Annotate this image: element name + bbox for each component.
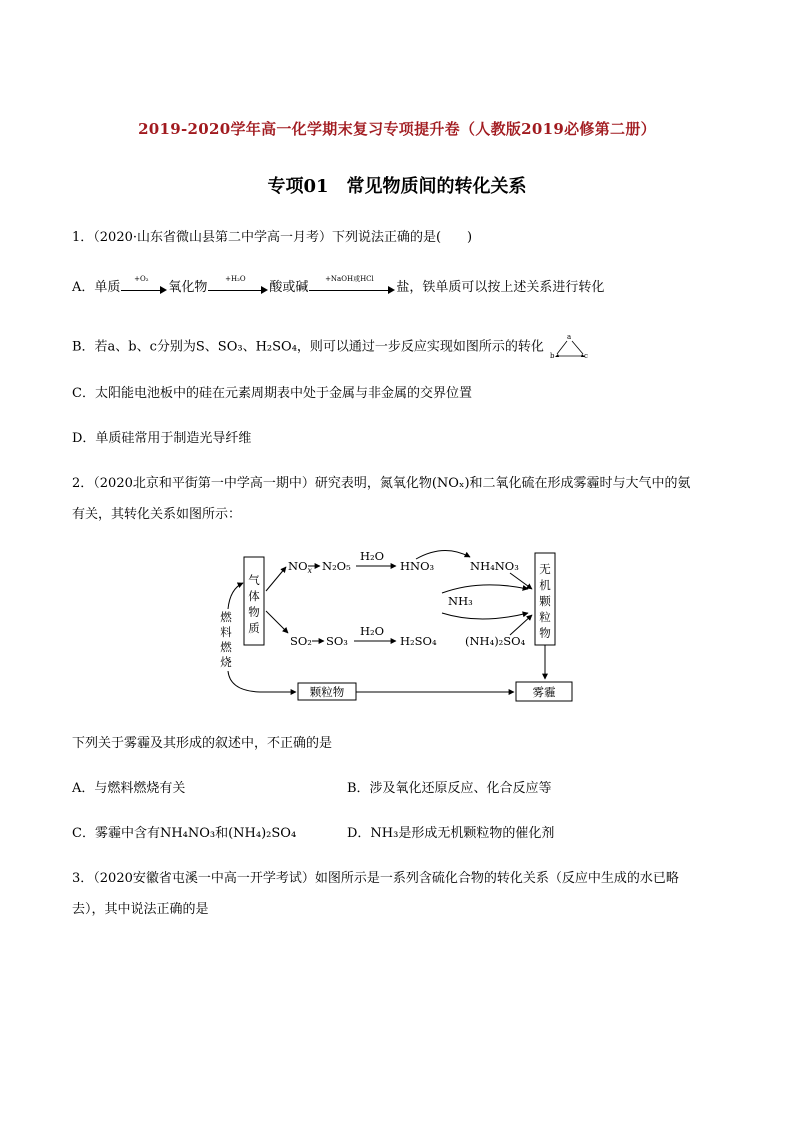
smog-label: 雾霾 <box>532 685 556 699</box>
so2-label: SO₂ <box>290 634 312 648</box>
q1-a-label: A．单质 <box>72 280 121 295</box>
q1-a-end: 盐，铁单质可以按上述关系进行转化 <box>396 280 605 295</box>
q2-stem-line1: 2．（2020北京和平街第一中学高一期中）研究表明，氮氧化物(NOₓ)和二氧化硫在形成雾霾时与大气中的氨 <box>72 476 691 491</box>
h2so4-label: H₂SO₄ <box>400 634 437 648</box>
tri-label-b: b <box>549 352 555 360</box>
inorganic-box-char-1: 无 <box>539 562 551 576</box>
gas-box-char-3: 物 <box>248 605 260 619</box>
arrow-o2-icon: +O₂ <box>121 281 167 295</box>
nh42so4-label: (NH₄)₂SO₄ <box>465 634 526 648</box>
q2-stem-line2: 有关，其转化关系如图所示： <box>72 507 242 522</box>
triangle-conversion-icon <box>548 331 592 363</box>
q3-stem-line1: 3．（2020安徽省屯溪一中高一开学考试）如图所示是一系列含硫化合物的转化关系（反应中生成的水已略 <box>72 871 679 886</box>
nh3-label: NH₃ <box>448 594 473 608</box>
q1-option-d: D．单质硅常用于制造光导纤维 <box>72 431 252 446</box>
n2o5-label: N₂O₅ <box>322 559 351 573</box>
inorganic-box-char-3: 颗 <box>539 594 551 608</box>
q1-stem: 1．（2020·山东省微山县第二中学高一月考）下列说法正确的是( ) <box>72 230 473 245</box>
gas-box-char-4: 质 <box>248 621 260 635</box>
h2o-top-label: H₂O <box>360 549 385 563</box>
inorganic-box-char-4: 粒 <box>539 610 551 624</box>
section-title: 专项01 常见物质间的转化关系 <box>267 176 527 197</box>
q2-option-a: A．与燃料燃烧有关 <box>72 781 186 796</box>
particles-label: 颗粒物 <box>309 685 345 699</box>
gas-box-char-1: 气 <box>248 573 260 587</box>
document-header: 2019-2020学年高一化学期末复习专项提升卷（人教版2019必修第二册） <box>138 120 656 138</box>
q1-option-c: C．太阳能电池板中的硅在元素周期表中处于金属与非金属的交界位置 <box>72 386 472 401</box>
q1-option-b: B．若a、b、c分别为S、SO₃、H₂SO₄，则可以通过一步反应实现如图所示的转化 a b c <box>72 331 592 363</box>
fuel-char-2: 料 <box>220 625 232 639</box>
fuel-char-4: 烧 <box>220 655 232 669</box>
tri-label-c: c <box>583 352 588 360</box>
so3-label: SO₃ <box>326 634 348 648</box>
q2-option-c: C．雾霾中含有NH₄NO₃和(NH₄)₂SO₄ <box>72 826 297 841</box>
q3-stem-line2: 去），其中说法正确的是 <box>72 902 209 917</box>
arrow-h2o-icon: +H₂O <box>208 281 268 295</box>
q1-a-acid-base: 酸或碱 <box>269 280 309 295</box>
smog-formation-diagram <box>210 545 580 705</box>
q2-prompt: 下列关于雾霾及其形成的叙述中，不正确的是 <box>72 736 333 751</box>
inorganic-box-char-5: 物 <box>539 626 551 640</box>
h2o-bottom-label: H₂O <box>360 624 385 638</box>
arrow-naoh-hcl-icon: +NaOH或HCl <box>309 281 395 295</box>
gas-box-char-2: 体 <box>248 589 260 603</box>
fuel-char-3: 燃 <box>220 640 232 654</box>
q1-a-oxide: 氧化物 <box>168 280 208 295</box>
inorganic-box-char-2: 机 <box>539 578 551 592</box>
fuel-char-1: 燃 <box>220 610 232 624</box>
tri-label-a: a <box>566 333 572 341</box>
nh4no3-label: NH₄NO₃ <box>470 559 519 573</box>
hno3-label: HNO₃ <box>400 559 435 573</box>
nox-label: $NO_x$ <box>288 559 313 575</box>
q1-option-a <box>72 276 604 295</box>
q2-option-b: B．涉及氧化还原反应、化合反应等 <box>347 781 552 796</box>
q2-option-d: D．NH₃是形成无机颗粒物的催化剂 <box>347 826 555 841</box>
